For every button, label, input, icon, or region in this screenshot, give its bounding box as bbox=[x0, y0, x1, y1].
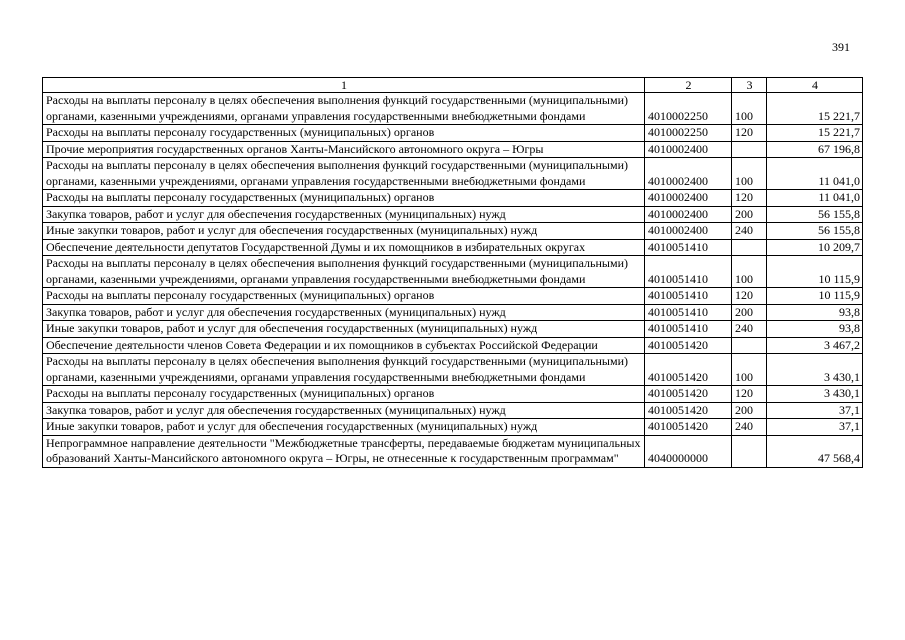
header-col-2: 2 bbox=[645, 78, 732, 93]
row-name: Непрограммное направление деятельности "Межбюджетные трансферты, передаваемые бюджетам муниципальных образований Ханты-Мансийского автономного округа – Югры, не отнесенные к государственным программам" bbox=[43, 435, 645, 467]
row-code: 4040000000 bbox=[645, 435, 732, 467]
row-name: Расходы на выплаты персоналу государственных (муниципальных) органов bbox=[43, 190, 645, 207]
row-name: Обеспечение деятельности депутатов Государственной Думы и их помощников в избирательных округах bbox=[43, 239, 645, 256]
header-col-1: 1 bbox=[43, 78, 645, 93]
row-code: 4010051420 bbox=[645, 337, 732, 354]
row-amount: 3 430,1 bbox=[767, 386, 863, 403]
row-type bbox=[732, 141, 767, 158]
row-type bbox=[732, 435, 767, 467]
row-code: 4010051420 bbox=[645, 386, 732, 403]
table-row bbox=[43, 435, 863, 467]
row-type bbox=[732, 337, 767, 354]
row-name: Расходы на выплаты персоналу государственных (муниципальных) органов bbox=[43, 125, 645, 142]
row-amount: 10 209,7 bbox=[767, 239, 863, 256]
row-amount: 67 196,8 bbox=[767, 141, 863, 158]
table-row bbox=[43, 141, 863, 158]
table-row bbox=[43, 321, 863, 338]
row-code: 4010002250 bbox=[645, 93, 732, 125]
row-type: 120 bbox=[732, 386, 767, 403]
table-header-row bbox=[43, 78, 863, 93]
row-amount: 37,1 bbox=[767, 419, 863, 436]
table-row bbox=[43, 304, 863, 321]
budget-table bbox=[42, 77, 863, 468]
row-code: 4010051420 bbox=[645, 402, 732, 419]
row-name: Иные закупки товаров, работ и услуг для обеспечения государственных (муниципальных) нужд bbox=[43, 223, 645, 240]
row-type: 120 bbox=[732, 288, 767, 305]
row-amount: 3 467,2 bbox=[767, 337, 863, 354]
row-name: Иные закупки товаров, работ и услуг для обеспечения государственных (муниципальных) нужд bbox=[43, 321, 645, 338]
row-code: 4010002400 bbox=[645, 206, 732, 223]
row-name: Обеспечение деятельности членов Совета Федерации и их помощников в субъектах Российской Федерации bbox=[43, 337, 645, 354]
row-amount: 3 430,1 bbox=[767, 354, 863, 386]
row-amount: 93,8 bbox=[767, 304, 863, 321]
row-type: 120 bbox=[732, 125, 767, 142]
row-type: 100 bbox=[732, 256, 767, 288]
row-amount: 15 221,7 bbox=[767, 93, 863, 125]
header-col-3: 3 bbox=[732, 78, 767, 93]
row-amount: 56 155,8 bbox=[767, 223, 863, 240]
row-name: Закупка товаров, работ и услуг для обеспечения государственных (муниципальных) нужд bbox=[43, 206, 645, 223]
row-name: Расходы на выплаты персоналу в целях обеспечения выполнения функций государственными (муниципальными) органами, казенными учреждениями, органами управления государственными внебюджетными фондами bbox=[43, 354, 645, 386]
row-type: 120 bbox=[732, 190, 767, 207]
table-row bbox=[43, 190, 863, 207]
row-amount: 56 155,8 bbox=[767, 206, 863, 223]
row-type: 100 bbox=[732, 158, 767, 190]
table-row bbox=[43, 125, 863, 142]
row-code: 4010002400 bbox=[645, 223, 732, 240]
row-code: 4010051410 bbox=[645, 239, 732, 256]
table-row bbox=[43, 288, 863, 305]
row-code: 4010002400 bbox=[645, 141, 732, 158]
row-amount: 47 568,4 bbox=[767, 435, 863, 467]
row-code: 4010051410 bbox=[645, 304, 732, 321]
row-name: Расходы на выплаты персоналу в целях обеспечения выполнения функций государственными (муниципальными) органами, казенными учреждениями, органами управления государственными внебюджетными фондами bbox=[43, 256, 645, 288]
row-name: Расходы на выплаты персоналу государственных (муниципальных) органов bbox=[43, 386, 645, 403]
table-row bbox=[43, 223, 863, 240]
row-amount: 15 221,7 bbox=[767, 125, 863, 142]
row-type: 240 bbox=[732, 419, 767, 436]
row-name: Закупка товаров, работ и услуг для обеспечения государственных (муниципальных) нужд bbox=[43, 304, 645, 321]
row-code: 4010051420 bbox=[645, 354, 732, 386]
table-row bbox=[43, 386, 863, 403]
row-type: 240 bbox=[732, 223, 767, 240]
table-row bbox=[43, 93, 863, 125]
header-col-4: 4 bbox=[767, 78, 863, 93]
row-name: Прочие мероприятия государственных органов Ханты-Мансийского автономного округа – Югры bbox=[43, 141, 645, 158]
row-type: 200 bbox=[732, 206, 767, 223]
row-name: Расходы на выплаты персоналу государственных (муниципальных) органов bbox=[43, 288, 645, 305]
row-type bbox=[732, 239, 767, 256]
row-type: 200 bbox=[732, 402, 767, 419]
row-code: 4010002250 bbox=[645, 125, 732, 142]
row-type: 200 bbox=[732, 304, 767, 321]
row-name: Расходы на выплаты персоналу в целях обеспечения выполнения функций государственными (муниципальными) органами, казенными учреждениями, органами управления государственными внебюджетными фондами bbox=[43, 93, 645, 125]
table-row bbox=[43, 256, 863, 288]
row-amount: 37,1 bbox=[767, 402, 863, 419]
table-row bbox=[43, 402, 863, 419]
row-amount: 11 041,0 bbox=[767, 158, 863, 190]
row-code: 4010002400 bbox=[645, 158, 732, 190]
row-name: Закупка товаров, работ и услуг для обеспечения государственных (муниципальных) нужд bbox=[43, 402, 645, 419]
row-amount: 10 115,9 bbox=[767, 256, 863, 288]
row-type: 240 bbox=[732, 321, 767, 338]
row-code: 4010051410 bbox=[645, 321, 732, 338]
table-row bbox=[43, 158, 863, 190]
table-row bbox=[43, 337, 863, 354]
row-code: 4010051420 bbox=[645, 419, 732, 436]
row-amount: 93,8 bbox=[767, 321, 863, 338]
row-amount: 10 115,9 bbox=[767, 288, 863, 305]
row-code: 4010051410 bbox=[645, 256, 732, 288]
row-type: 100 bbox=[732, 354, 767, 386]
row-code: 4010051410 bbox=[645, 288, 732, 305]
row-amount: 11 041,0 bbox=[767, 190, 863, 207]
table-row bbox=[43, 419, 863, 436]
row-name: Расходы на выплаты персоналу в целях обеспечения выполнения функций государственными (муниципальными) органами, казенными учреждениями, органами управления государственными внебюджетными фондами bbox=[43, 158, 645, 190]
row-type: 100 bbox=[732, 93, 767, 125]
page-number: 391 bbox=[832, 40, 850, 54]
table-row bbox=[43, 206, 863, 223]
table-row bbox=[43, 239, 863, 256]
row-name: Иные закупки товаров, работ и услуг для обеспечения государственных (муниципальных) нужд bbox=[43, 419, 645, 436]
table-row bbox=[43, 354, 863, 386]
row-code: 4010002400 bbox=[645, 190, 732, 207]
